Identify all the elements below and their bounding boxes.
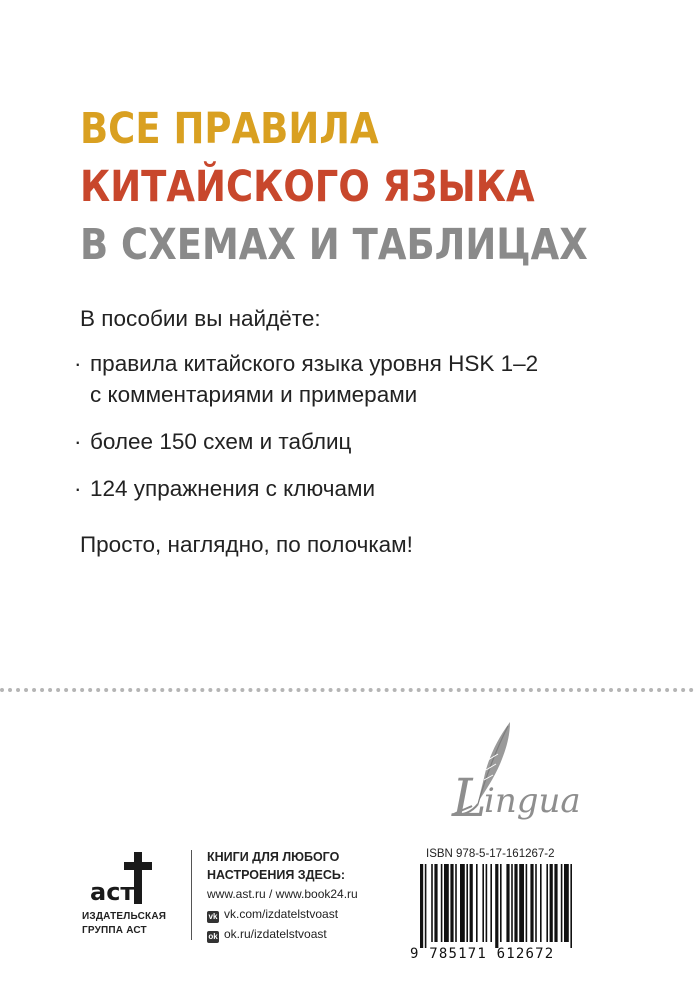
feature-item — [74, 473, 634, 504]
barcode-bar — [434, 864, 437, 942]
barcode-bar — [500, 864, 502, 942]
feature-item-line: более 150 схем и таблиц — [90, 429, 352, 454]
feature-item-line: правила китайского языка уровня HSK 1–2 — [90, 351, 539, 376]
books-heading: НАСТРОЕНИЯ ЗДЕСЬ: — [207, 868, 346, 882]
barcode-bar — [441, 864, 443, 942]
title-line-2: КИТАЙСКОГО ЯЗЫКА — [80, 162, 535, 212]
svg-text:L: L — [452, 769, 487, 829]
barcode-bar — [530, 864, 533, 942]
barcode-bar — [476, 864, 478, 942]
ok-link-text: ok.ru/izdatelstvoast — [224, 927, 327, 941]
barcode-bar — [495, 864, 498, 948]
ok-link — [207, 924, 407, 944]
slogan: Просто, наглядно, по полочкам! — [80, 532, 413, 557]
publisher-caption — [82, 910, 192, 938]
title-line-3: В СХЕМАХ И ТАБЛИЦАХ — [80, 220, 588, 270]
bullet-dot: · — [74, 429, 82, 454]
ok-icon: ok — [208, 932, 218, 941]
intro-text: В пособии вы найдёте: — [80, 306, 321, 331]
books-heading: КНИГИ ДЛЯ ЛЮБОГО — [207, 850, 340, 864]
barcode-bar — [470, 864, 473, 942]
barcode-bar — [486, 864, 488, 942]
barcode-bar — [482, 864, 484, 942]
svg-text:ingua: ingua — [484, 781, 581, 821]
barcode-bar — [526, 864, 528, 942]
bullet-dot: · — [74, 476, 82, 501]
title-line-1: ВСЕ ПРАВИЛА — [80, 104, 379, 154]
vk-icon: vk — [208, 912, 218, 921]
barcode-bar — [444, 864, 449, 942]
barcode-bar — [425, 864, 427, 948]
barcode-bar — [466, 864, 468, 942]
vertical-separator — [191, 850, 192, 940]
barcode-bar — [519, 864, 524, 942]
feature-item-line: 124 упражнения с ключами — [90, 476, 376, 501]
barcode-bar — [550, 864, 553, 942]
feature-item-line: с комментариями и примерами — [90, 382, 418, 407]
barcode-digits: 9 785171 612672 — [410, 946, 555, 962]
barcode-bar — [554, 864, 557, 942]
publisher-caption-line: ГРУППА АСТ — [82, 925, 147, 936]
vk-link-text: vk.com/izdatelstvoast — [224, 907, 339, 921]
barcode-bar — [564, 864, 569, 942]
barcode-bar — [511, 864, 513, 942]
books-info — [207, 848, 407, 944]
isbn-text: ISBN 978-5-17-161267-2 — [426, 848, 555, 860]
feature-item — [74, 426, 634, 457]
barcode-bar — [570, 864, 572, 948]
barcode-bar — [540, 864, 542, 942]
barcode — [418, 864, 628, 948]
barcode-bar — [506, 864, 509, 942]
barcode-bar — [514, 864, 517, 942]
barcode-bar — [455, 864, 457, 942]
barcode-bar — [546, 864, 548, 942]
barcode-bar — [535, 864, 537, 942]
ast-logo-text: аст — [90, 878, 135, 906]
dotted-divider — [0, 688, 694, 692]
vk-link — [207, 904, 407, 924]
cover-title — [80, 100, 670, 274]
bullet-dot: · — [74, 351, 82, 376]
barcode-bar — [561, 864, 563, 942]
books-sites: www.ast.ru / www.book24.ru — [207, 887, 358, 901]
barcode-bar — [431, 864, 433, 942]
ast-logo-mark — [90, 850, 156, 906]
feature-item — [74, 348, 634, 410]
lingua-logo — [448, 720, 628, 830]
barcode-bar — [420, 864, 423, 948]
publisher-caption-line: ИЗДАТЕЛЬСКАЯ — [82, 911, 167, 922]
barcode-bar — [460, 864, 465, 942]
barcode-bar — [450, 864, 453, 942]
barcode-bar — [490, 864, 492, 942]
feature-list — [74, 348, 634, 520]
